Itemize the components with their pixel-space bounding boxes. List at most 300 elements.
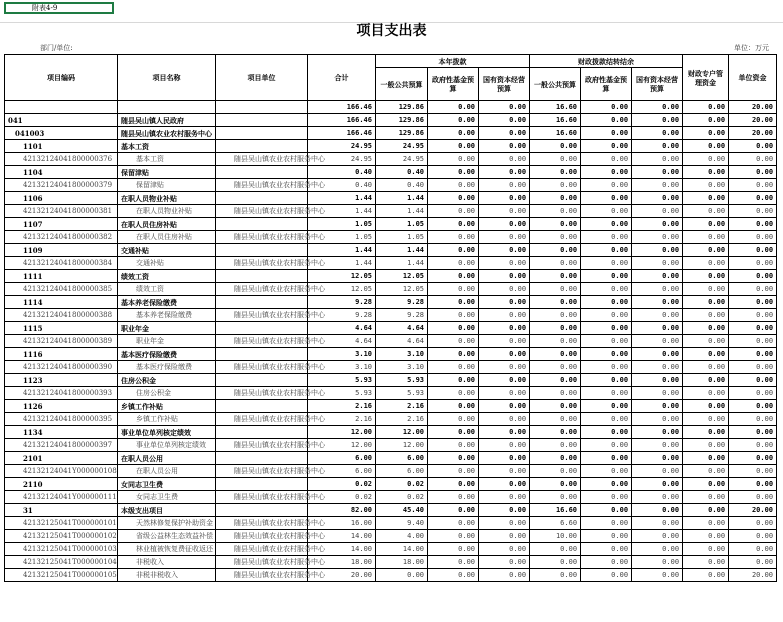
cell-unit[interactable] [216, 374, 308, 387]
cell-value[interactable]: 0.00 [683, 400, 729, 413]
cell-name[interactable]: 基本工资 [118, 140, 216, 153]
cell-name[interactable]: 女同志卫生费 [118, 478, 216, 491]
cell-value[interactable]: 16.60 [530, 101, 581, 114]
cell-value[interactable]: 20.00 [729, 127, 777, 140]
cell-unit[interactable]: 随县吴山镇农业农村服务中心 [216, 387, 308, 400]
cell-value[interactable]: 0.00 [530, 244, 581, 257]
cell-value[interactable]: 0.00 [581, 309, 632, 322]
cell-unit[interactable]: 随县吴山镇农业农村服务中心 [216, 517, 308, 530]
cell-name[interactable]: 住房公积金 [118, 374, 216, 387]
cell-value[interactable]: 0.00 [479, 517, 530, 530]
cell-value[interactable]: 0.00 [581, 140, 632, 153]
cell-value[interactable]: 0.00 [479, 140, 530, 153]
table-row[interactable] [5, 205, 777, 218]
cell-value[interactable]: 0.00 [428, 231, 479, 244]
table-row[interactable] [5, 322, 777, 335]
cell-value[interactable]: 0.00 [428, 413, 479, 426]
cell-value[interactable]: 0.00 [632, 465, 683, 478]
cell-code[interactable]: 1109 [5, 244, 118, 257]
cell-code[interactable]: 1114 [5, 296, 118, 309]
cell-value[interactable]: 12.00 [376, 426, 428, 439]
cell-code[interactable]: 42132124041800000382 [5, 231, 118, 244]
cell-value[interactable]: 0.00 [581, 556, 632, 569]
cell-value[interactable]: 0.00 [581, 179, 632, 192]
cell-value[interactable]: 0.00 [683, 530, 729, 543]
cell-value[interactable]: 0.40 [308, 179, 376, 192]
cell-value[interactable]: 0.00 [581, 530, 632, 543]
cell-value[interactable]: 18.00 [376, 556, 428, 569]
cell-code[interactable]: 42132124041800000389 [5, 335, 118, 348]
cell-unit[interactable] [216, 127, 308, 140]
cell-value[interactable]: 20.00 [729, 569, 777, 582]
cell-value[interactable]: 0.00 [479, 270, 530, 283]
cell-value[interactable]: 0.40 [376, 166, 428, 179]
cell-unit[interactable] [216, 478, 308, 491]
cell-value[interactable]: 0.00 [632, 543, 683, 556]
cell-value[interactable]: 6.00 [308, 452, 376, 465]
cell-value[interactable]: 0.00 [632, 322, 683, 335]
cell-value[interactable]: 0.00 [479, 244, 530, 257]
cell-name[interactable]: 非税收入 [118, 556, 216, 569]
cell-value[interactable]: 0.00 [729, 218, 777, 231]
cell-value[interactable]: 0.00 [581, 400, 632, 413]
cell-value[interactable]: 0.00 [632, 387, 683, 400]
cell-value[interactable]: 0.00 [581, 101, 632, 114]
cell-value[interactable]: 12.05 [376, 283, 428, 296]
cell-value[interactable]: 12.05 [376, 270, 428, 283]
cell-name[interactable]: 事业单位单列核定绩效 [118, 426, 216, 439]
cell-value[interactable]: 0.00 [581, 348, 632, 361]
cell-code[interactable]: 1123 [5, 374, 118, 387]
cell-value[interactable]: 0.00 [530, 283, 581, 296]
cell-value[interactable]: 0.00 [683, 322, 729, 335]
cell-value[interactable]: 0.00 [581, 361, 632, 374]
cell-value[interactable]: 3.10 [376, 348, 428, 361]
cell-value[interactable]: 0.00 [581, 127, 632, 140]
selected-cell[interactable]: 附表4-9 [4, 2, 114, 14]
cell-name[interactable]: 女同志卫生费 [118, 491, 216, 504]
cell-value[interactable]: 0.00 [530, 387, 581, 400]
cell-value[interactable]: 0.00 [530, 153, 581, 166]
cell-value[interactable]: 0.00 [632, 478, 683, 491]
cell-value[interactable]: 0.00 [428, 166, 479, 179]
cell-code[interactable]: 42132125041T000000104 [5, 556, 118, 569]
cell-code[interactable]: 42132125041T000000103 [5, 543, 118, 556]
cell-unit[interactable] [216, 114, 308, 127]
cell-value[interactable]: 0.00 [479, 179, 530, 192]
cell-code[interactable] [5, 101, 118, 114]
cell-value[interactable]: 12.00 [308, 426, 376, 439]
cell-value[interactable]: 0.00 [729, 465, 777, 478]
cell-value[interactable]: 0.00 [428, 192, 479, 205]
cell-value[interactable]: 0.00 [729, 348, 777, 361]
cell-value[interactable]: 0.00 [479, 504, 530, 517]
cell-value[interactable]: 45.40 [376, 504, 428, 517]
cell-value[interactable]: 0.00 [729, 322, 777, 335]
cell-value[interactable]: 0.00 [683, 283, 729, 296]
cell-value[interactable]: 16.60 [530, 504, 581, 517]
cell-value[interactable]: 166.46 [308, 127, 376, 140]
cell-value[interactable]: 0.00 [479, 478, 530, 491]
cell-code[interactable]: 1115 [5, 322, 118, 335]
cell-value[interactable]: 0.00 [479, 465, 530, 478]
cell-value[interactable]: 129.86 [376, 114, 428, 127]
cell-value[interactable]: 0.00 [530, 322, 581, 335]
cell-value[interactable]: 0.00 [479, 283, 530, 296]
table-row[interactable] [5, 426, 777, 439]
cell-value[interactable]: 0.00 [632, 296, 683, 309]
cell-value[interactable]: 0.00 [632, 101, 683, 114]
cell-value[interactable]: 0.00 [632, 140, 683, 153]
cell-name[interactable]: 在职人员住房补贴 [118, 218, 216, 231]
cell-name[interactable]: 乡镇工作补贴 [118, 400, 216, 413]
cell-value[interactable]: 14.00 [376, 543, 428, 556]
cell-value[interactable]: 12.00 [308, 439, 376, 452]
cell-code[interactable]: 1107 [5, 218, 118, 231]
cell-value[interactable]: 6.00 [376, 465, 428, 478]
cell-code[interactable]: 2110 [5, 478, 118, 491]
table-row[interactable] [5, 296, 777, 309]
cell-value[interactable]: 0.00 [632, 309, 683, 322]
cell-value[interactable]: 0.00 [581, 387, 632, 400]
cell-value[interactable]: 0.00 [729, 517, 777, 530]
cell-unit[interactable]: 随县吴山镇农业农村服务中心 [216, 179, 308, 192]
cell-value[interactable]: 0.00 [632, 244, 683, 257]
cell-value[interactable]: 0.00 [530, 166, 581, 179]
cell-value[interactable]: 0.00 [729, 231, 777, 244]
cell-unit[interactable] [216, 218, 308, 231]
cell-value[interactable]: 1.44 [308, 205, 376, 218]
cell-value[interactable]: 0.00 [428, 465, 479, 478]
cell-value[interactable]: 0.00 [479, 543, 530, 556]
cell-value[interactable]: 0.00 [581, 244, 632, 257]
cell-value[interactable]: 0.00 [632, 270, 683, 283]
cell-value[interactable]: 0.00 [530, 543, 581, 556]
table-row[interactable] [5, 491, 777, 504]
cell-value[interactable]: 0.00 [729, 244, 777, 257]
table-row[interactable] [5, 504, 777, 517]
cell-name[interactable]: 住房公积金 [118, 387, 216, 400]
cell-code[interactable]: 42132124041800000393 [5, 387, 118, 400]
cell-value[interactable]: 0.00 [581, 166, 632, 179]
cell-unit[interactable]: 随县吴山镇农业农村服务中心 [216, 543, 308, 556]
cell-value[interactable]: 0.00 [683, 478, 729, 491]
cell-value[interactable]: 1.05 [376, 218, 428, 231]
cell-name[interactable]: 非税非税收入 [118, 569, 216, 582]
cell-value[interactable]: 0.00 [479, 309, 530, 322]
cell-value[interactable]: 0.00 [581, 452, 632, 465]
cell-value[interactable]: 0.00 [683, 556, 729, 569]
cell-value[interactable]: 0.00 [729, 140, 777, 153]
cell-unit[interactable] [216, 101, 308, 114]
cell-value[interactable]: 0.00 [530, 400, 581, 413]
cell-value[interactable]: 0.00 [530, 140, 581, 153]
cell-value[interactable]: 0.00 [428, 205, 479, 218]
cell-name[interactable] [118, 101, 216, 114]
cell-unit[interactable] [216, 348, 308, 361]
cell-value[interactable]: 0.00 [632, 452, 683, 465]
cell-value[interactable]: 0.00 [581, 283, 632, 296]
cell-value[interactable]: 0.00 [683, 205, 729, 218]
cell-value[interactable]: 0.00 [729, 413, 777, 426]
cell-value[interactable]: 129.86 [376, 101, 428, 114]
cell-value[interactable]: 0.00 [683, 309, 729, 322]
cell-value[interactable]: 0.00 [479, 374, 530, 387]
cell-value[interactable]: 0.00 [479, 257, 530, 270]
cell-value[interactable]: 9.28 [376, 296, 428, 309]
cell-value[interactable]: 0.00 [479, 452, 530, 465]
cell-value[interactable]: 0.00 [428, 101, 479, 114]
cell-value[interactable]: 0.00 [479, 556, 530, 569]
cell-value[interactable]: 166.46 [308, 101, 376, 114]
cell-value[interactable]: 0.00 [428, 569, 479, 582]
cell-value[interactable]: 166.46 [308, 114, 376, 127]
cell-value[interactable]: 0.00 [632, 205, 683, 218]
cell-value[interactable]: 0.00 [428, 322, 479, 335]
cell-value[interactable]: 0.00 [683, 374, 729, 387]
table-row[interactable] [5, 101, 777, 114]
cell-value[interactable]: 0.00 [581, 543, 632, 556]
table-row[interactable] [5, 517, 777, 530]
cell-code[interactable]: 42132125041T000000102 [5, 530, 118, 543]
table-row[interactable] [5, 231, 777, 244]
cell-value[interactable]: 0.00 [428, 335, 479, 348]
cell-value[interactable]: 16.60 [530, 114, 581, 127]
cell-value[interactable]: 0.00 [428, 504, 479, 517]
cell-name[interactable]: 本级支出项目 [118, 504, 216, 517]
cell-value[interactable]: 1.05 [376, 231, 428, 244]
table-row[interactable] [5, 257, 777, 270]
cell-value[interactable]: 0.00 [632, 517, 683, 530]
cell-name[interactable]: 基本养老保险缴费 [118, 296, 216, 309]
cell-value[interactable]: 0.00 [479, 114, 530, 127]
cell-code[interactable]: 42132124041800000390 [5, 361, 118, 374]
cell-value[interactable]: 0.00 [581, 491, 632, 504]
cell-value[interactable]: 0.00 [428, 439, 479, 452]
table-row[interactable] [5, 179, 777, 192]
cell-value[interactable]: 0.00 [581, 426, 632, 439]
cell-value[interactable]: 0.00 [632, 218, 683, 231]
cell-name[interactable]: 职业年金 [118, 322, 216, 335]
cell-value[interactable]: 0.00 [632, 283, 683, 296]
cell-value[interactable]: 5.93 [376, 374, 428, 387]
cell-unit[interactable]: 随县吴山镇农业农村服务中心 [216, 309, 308, 322]
table-row[interactable] [5, 270, 777, 283]
table-row[interactable] [5, 556, 777, 569]
cell-name[interactable]: 基本工资 [118, 153, 216, 166]
cell-value[interactable]: 0.00 [479, 530, 530, 543]
cell-code[interactable]: 42132124041800000381 [5, 205, 118, 218]
cell-value[interactable]: 0.00 [428, 361, 479, 374]
cell-value[interactable]: 0.00 [729, 205, 777, 218]
cell-value[interactable]: 0.00 [632, 400, 683, 413]
cell-name[interactable]: 林业植被恢复费征收返还 [118, 543, 216, 556]
cell-value[interactable]: 3.10 [308, 348, 376, 361]
cell-code[interactable]: 1101 [5, 140, 118, 153]
cell-value[interactable]: 82.00 [308, 504, 376, 517]
cell-name[interactable]: 保留津贴 [118, 166, 216, 179]
cell-value[interactable]: 4.00 [376, 530, 428, 543]
cell-value[interactable]: 0.00 [581, 517, 632, 530]
cell-value[interactable]: 0.00 [581, 296, 632, 309]
cell-value[interactable]: 0.00 [729, 257, 777, 270]
cell-value[interactable]: 0.00 [428, 387, 479, 400]
cell-value[interactable]: 0.00 [530, 192, 581, 205]
cell-value[interactable]: 0.00 [683, 127, 729, 140]
cell-value[interactable]: 0.00 [729, 530, 777, 543]
cell-value[interactable]: 0.00 [428, 543, 479, 556]
cell-name[interactable]: 交通补贴 [118, 244, 216, 257]
cell-value[interactable]: 0.00 [729, 192, 777, 205]
table-row[interactable] [5, 400, 777, 413]
cell-value[interactable]: 0.00 [530, 439, 581, 452]
cell-value[interactable]: 0.00 [581, 192, 632, 205]
cell-value[interactable]: 2.16 [376, 400, 428, 413]
cell-value[interactable]: 1.05 [308, 218, 376, 231]
cell-value[interactable]: 0.00 [729, 374, 777, 387]
cell-value[interactable]: 0.00 [729, 452, 777, 465]
cell-value[interactable]: 0.00 [530, 478, 581, 491]
cell-value[interactable]: 0.00 [530, 179, 581, 192]
cell-unit[interactable] [216, 192, 308, 205]
cell-value[interactable]: 0.00 [479, 166, 530, 179]
cell-value[interactable]: 0.00 [581, 114, 632, 127]
cell-value[interactable]: 0.00 [683, 517, 729, 530]
cell-value[interactable]: 1.44 [376, 257, 428, 270]
cell-value[interactable]: 0.00 [729, 179, 777, 192]
cell-value[interactable]: 4.64 [308, 335, 376, 348]
cell-value[interactable]: 0.00 [530, 413, 581, 426]
cell-value[interactable]: 2.16 [308, 400, 376, 413]
table-row[interactable] [5, 114, 777, 127]
table-row[interactable] [5, 140, 777, 153]
cell-value[interactable]: 12.05 [308, 283, 376, 296]
cell-unit[interactable] [216, 322, 308, 335]
cell-value[interactable]: 0.00 [632, 569, 683, 582]
cell-code[interactable]: 42132124041800000388 [5, 309, 118, 322]
cell-value[interactable]: 4.64 [308, 322, 376, 335]
cell-value[interactable]: 0.02 [376, 478, 428, 491]
cell-value[interactable]: 0.00 [479, 205, 530, 218]
cell-value[interactable]: 16.60 [530, 127, 581, 140]
cell-code[interactable]: 42132124041Y000000111 [5, 491, 118, 504]
cell-value[interactable]: 0.00 [530, 556, 581, 569]
cell-value[interactable]: 0.00 [479, 491, 530, 504]
cell-value[interactable]: 0.00 [632, 348, 683, 361]
cell-value[interactable]: 0.00 [683, 569, 729, 582]
cell-value[interactable]: 0.00 [683, 114, 729, 127]
cell-name[interactable]: 基本医疗保险缴费 [118, 348, 216, 361]
cell-value[interactable]: 2.16 [308, 413, 376, 426]
cell-value[interactable]: 6.00 [376, 452, 428, 465]
cell-name[interactable]: 在职人员公用 [118, 452, 216, 465]
cell-value[interactable]: 1.44 [376, 192, 428, 205]
cell-value[interactable]: 0.00 [530, 348, 581, 361]
cell-name[interactable]: 在职人员物业补贴 [118, 205, 216, 218]
cell-name[interactable]: 事业单位单列核定绩效 [118, 439, 216, 452]
cell-value[interactable]: 24.95 [376, 140, 428, 153]
cell-code[interactable]: 041 [5, 114, 118, 127]
cell-value[interactable]: 0.00 [530, 309, 581, 322]
cell-name[interactable]: 随县吴山镇人民政府 [118, 114, 216, 127]
cell-value[interactable]: 0.00 [632, 504, 683, 517]
table-row[interactable] [5, 166, 777, 179]
cell-value[interactable]: 0.00 [479, 361, 530, 374]
cell-value[interactable]: 0.00 [683, 244, 729, 257]
cell-value[interactable]: 0.00 [683, 101, 729, 114]
cell-value[interactable]: 14.00 [308, 543, 376, 556]
table-row[interactable] [5, 192, 777, 205]
cell-value[interactable]: 0.00 [479, 231, 530, 244]
cell-value[interactable]: 0.00 [428, 374, 479, 387]
table-row[interactable] [5, 244, 777, 257]
cell-value[interactable]: 3.10 [308, 361, 376, 374]
cell-code[interactable]: 42132125041T000000101 [5, 517, 118, 530]
cell-unit[interactable]: 随县吴山镇农业农村服务中心 [216, 491, 308, 504]
cell-name[interactable]: 保留津贴 [118, 179, 216, 192]
cell-value[interactable]: 0.00 [683, 335, 729, 348]
cell-code[interactable]: 041003 [5, 127, 118, 140]
cell-unit[interactable] [216, 296, 308, 309]
cell-code[interactable]: 1116 [5, 348, 118, 361]
cell-value[interactable]: 0.00 [428, 426, 479, 439]
cell-value[interactable]: 0.00 [530, 205, 581, 218]
table-row[interactable] [5, 413, 777, 426]
table-row[interactable] [5, 335, 777, 348]
cell-value[interactable]: 0.00 [428, 491, 479, 504]
cell-value[interactable]: 0.00 [530, 270, 581, 283]
cell-value[interactable]: 20.00 [729, 504, 777, 517]
cell-value[interactable]: 0.00 [683, 387, 729, 400]
cell-value[interactable]: 0.00 [530, 569, 581, 582]
cell-value[interactable]: 0.00 [729, 439, 777, 452]
cell-value[interactable]: 9.28 [376, 309, 428, 322]
cell-value[interactable]: 0.00 [683, 465, 729, 478]
cell-value[interactable]: 0.00 [632, 439, 683, 452]
cell-unit[interactable]: 随县吴山镇农业农村服务中心 [216, 361, 308, 374]
cell-value[interactable]: 0.00 [428, 179, 479, 192]
cell-value[interactable]: 0.00 [428, 296, 479, 309]
table-row[interactable] [5, 439, 777, 452]
table-row[interactable] [5, 465, 777, 478]
table-row[interactable] [5, 374, 777, 387]
cell-unit[interactable]: 随县吴山镇农业农村服务中心 [216, 153, 308, 166]
cell-value[interactable]: 0.00 [581, 569, 632, 582]
cell-name[interactable]: 乡镇工作补贴 [118, 413, 216, 426]
cell-code[interactable]: 1126 [5, 400, 118, 413]
cell-value[interactable]: 0.00 [632, 114, 683, 127]
cell-value[interactable]: 0.00 [683, 166, 729, 179]
cell-unit[interactable]: 随县吴山镇农业农村服务中心 [216, 569, 308, 582]
cell-value[interactable]: 24.95 [308, 153, 376, 166]
cell-code[interactable]: 42132124041800000384 [5, 257, 118, 270]
table-row[interactable] [5, 309, 777, 322]
cell-value[interactable]: 0.00 [683, 543, 729, 556]
cell-value[interactable]: 0.00 [530, 452, 581, 465]
cell-value[interactable]: 0.00 [632, 257, 683, 270]
cell-unit[interactable]: 随县吴山镇农业农村服务中心 [216, 556, 308, 569]
cell-value[interactable]: 0.00 [683, 257, 729, 270]
cell-value[interactable]: 0.00 [479, 127, 530, 140]
cell-unit[interactable] [216, 244, 308, 257]
table-row[interactable] [5, 361, 777, 374]
cell-value[interactable]: 0.00 [729, 361, 777, 374]
cell-value[interactable]: 0.00 [632, 166, 683, 179]
cell-value[interactable]: 0.00 [479, 335, 530, 348]
cell-value[interactable]: 16.00 [308, 517, 376, 530]
cell-value[interactable]: 0.00 [530, 491, 581, 504]
cell-value[interactable]: 0.00 [479, 153, 530, 166]
